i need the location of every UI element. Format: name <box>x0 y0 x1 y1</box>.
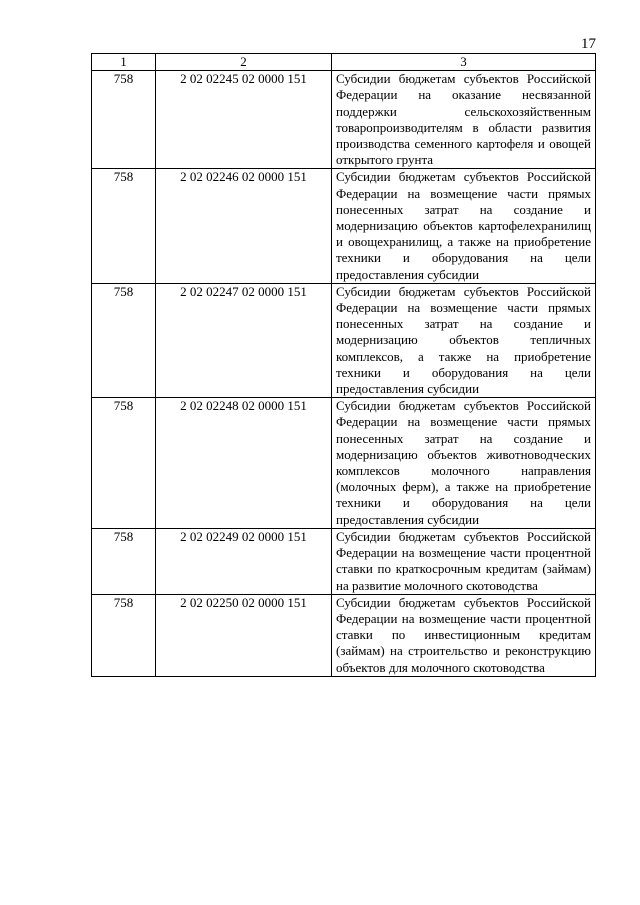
column-header-3: 3 <box>332 54 596 71</box>
budget-code-cell: 2 02 02245 02 0000 151 <box>156 71 332 169</box>
budget-code-cell: 2 02 02247 02 0000 151 <box>156 283 332 397</box>
budget-code-cell: 2 02 02250 02 0000 151 <box>156 594 332 676</box>
table-row <box>92 283 596 397</box>
table-row <box>92 594 596 676</box>
income-name-cell: Субсидии бюджетам субъектов Российской Федерации на возмещение части прямых понесенных затрат на создание и модернизацию объектов животноводческих комплексов молочного направления (молочных ферм), а также на приобретение техники и оборудования на цели предоставления субсидии <box>332 398 596 529</box>
income-name-cell: Субсидии бюджетам субъектов Российской Федерации на возмещение части прямых понесенных затрат на создание и модернизацию объектов тепличных комплексов, а также на приобретение техники и оборудования на цели предоставления субсидии <box>332 283 596 397</box>
budget-code-cell: 2 02 02248 02 0000 151 <box>156 398 332 529</box>
table-header-row <box>92 54 596 71</box>
admin-code-cell: 758 <box>92 71 156 169</box>
income-name-cell: Субсидии бюджетам субъектов Российской Федерации на оказание несвязанной поддержки сельскохозяйственным товаропроизводителям в области развития производства семенного картофеля и овощей открытого грунта <box>332 71 596 169</box>
income-name-cell: Субсидии бюджетам субъектов Российской Федерации на возмещение части процентной ставки по краткосрочным кредитам (займам) на развитие молочного скотоводства <box>332 528 596 594</box>
table-row <box>92 169 596 283</box>
budget-code-cell: 2 02 02246 02 0000 151 <box>156 169 332 283</box>
admin-code-cell: 758 <box>92 169 156 283</box>
admin-code-cell: 758 <box>92 283 156 397</box>
column-header-2: 2 <box>156 54 332 71</box>
income-name-cell: Субсидии бюджетам субъектов Российской Федерации на возмещение части процентной ставки по инвестиционным кредитам (займам) на строительство и реконструкцию объектов для молочного скотоводства <box>332 594 596 676</box>
budget-classification-table <box>91 53 596 677</box>
budget-code-cell: 2 02 02249 02 0000 151 <box>156 528 332 594</box>
table-row <box>92 398 596 529</box>
page-number: 17 <box>581 36 596 52</box>
income-name-cell: Субсидии бюджетам субъектов Российской Федерации на возмещение части прямых понесенных затрат на создание и модернизацию объектов картофелехранилищ и овощехранилищ, а также на приобретение техники и оборудования на цели предоставления субсидии <box>332 169 596 283</box>
table-row <box>92 528 596 594</box>
column-header-1: 1 <box>92 54 156 71</box>
admin-code-cell: 758 <box>92 398 156 529</box>
table-row <box>92 71 596 169</box>
admin-code-cell: 758 <box>92 594 156 676</box>
admin-code-cell: 758 <box>92 528 156 594</box>
